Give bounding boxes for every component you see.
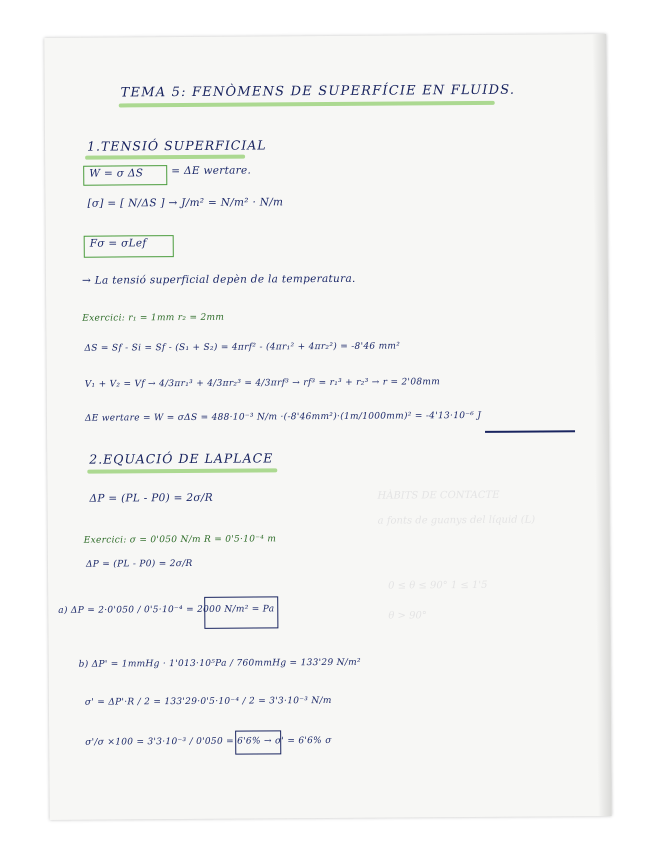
work-formula-note: = ΔE wertare.	[171, 164, 252, 178]
section1-heading: 1.TENSIÓ SUPERFICIAL	[86, 137, 267, 154]
part-a-result-box	[204, 596, 278, 629]
result-underline	[485, 430, 575, 433]
bleed-through-text: HÀBITS DE CONTACTE	[377, 489, 500, 502]
exercise-label: Exercici: r₁ = 1mm r₂ = 2mm	[82, 312, 225, 324]
volume-equation: V₁ + V₂ = Vf → 4/3πr₁³ + 4/3πr₂³ = 4/3πrf³ → rf³ = r₁³ + r₂³ → r = 2'08mm	[84, 377, 441, 390]
temperature-note: → La tensió superficial depèn de la temperatura.	[81, 272, 356, 287]
energy-equation: ΔE wertare = W = σΔS = 488·10⁻³ N/m ·(-8'46mm²)·(1m/1000mm)² = -4'13·10⁻⁶ J	[84, 410, 482, 424]
section2-heading: 2.EQUACIÓ DE LAPLACE	[89, 450, 274, 467]
part-b-equation: b) ΔP' = 1mmHg · 1'013·10⁵Pa / 760mmHg = 133'29 N/m²	[78, 657, 361, 670]
section2-highlight	[87, 468, 277, 473]
laplace-equation: ΔP = (PL - P0) = 2σ/R	[89, 491, 213, 505]
page-edge-shadow	[592, 34, 611, 816]
page-title: TEMA 5: FENÒMENS DE SUPERFÍCIE EN FLUIDS.	[120, 82, 516, 101]
units-formula: [σ] = [ N/ΔS ] → J/m² = N/m² · N/m	[87, 196, 284, 210]
sigma-prime-equation: σ' = ΔP'·R / 2 = 133'29·0'5·10⁻⁴ / 2 = 3'3·10⁻³ N/m	[84, 695, 332, 708]
ratio-equation: σ'/σ ×100 = 3'3·10⁻³ / 0'050 = 6'6% → σ' = 6'6% σ	[85, 735, 332, 748]
section1-highlight	[85, 155, 245, 160]
exercise2-label: Exercici: σ = 0'050 N/m R = 0'5·10⁻⁴ m	[83, 534, 277, 546]
bleed-through-text: θ > 90°	[388, 610, 427, 622]
ratio-result-box	[235, 730, 281, 754]
part-a-equation: a) ΔP = 2·0'050 / 0'5·10⁻⁴ = 2000 N/m² = Pa	[58, 604, 275, 616]
laplace-repeat: ΔP = (PL - P0) = 2σ/R	[85, 558, 193, 570]
bleed-through-text: 0 ≤ θ ≤ 90° 1 ≤ 1'5	[388, 579, 488, 592]
delta-s-equation: ΔS = Sf - Si = Sf - (S₁ + S₂) = 4πrf² - (4πr₁² + 4πr₂²) = -8'46 mm²	[84, 341, 401, 354]
bleed-through-text: a fonts de guanys del líquid (L)	[377, 514, 536, 527]
title-highlight	[119, 101, 495, 108]
work-formula: W = σ ΔS	[89, 167, 144, 180]
notebook-page	[44, 34, 611, 820]
force-formula: Fσ = σLef	[89, 237, 147, 250]
